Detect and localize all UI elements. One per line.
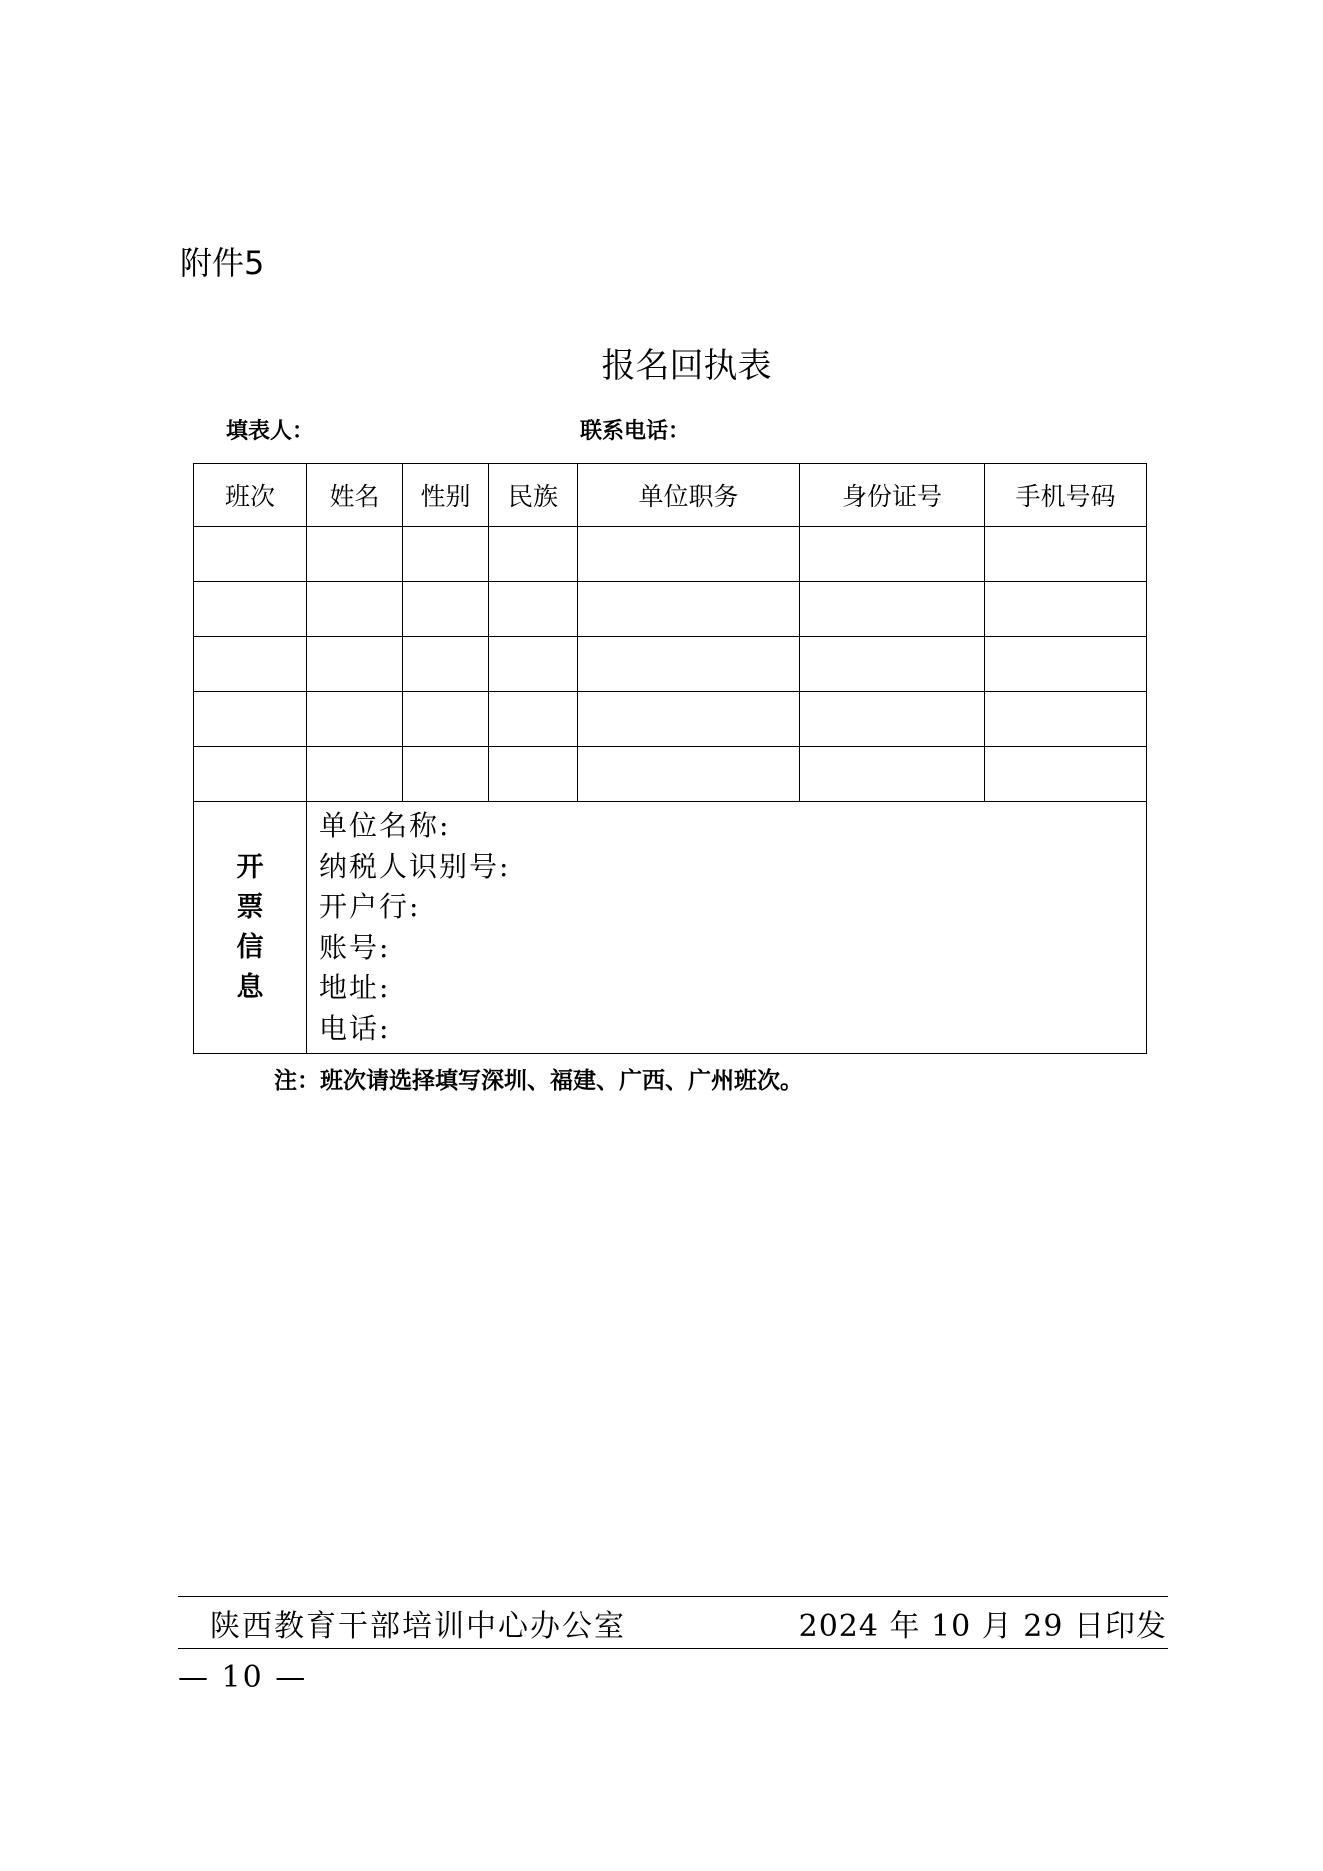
cell-id-number[interactable]: [800, 582, 985, 637]
invoice-taxpayer-id: 纳税人识别号:: [319, 849, 511, 883]
invoice-account: 账号:: [319, 930, 391, 964]
table-row: [194, 527, 1147, 582]
cell-mobile[interactable]: [985, 692, 1147, 747]
cell-class[interactable]: [194, 582, 307, 637]
page-number: — 10 —: [178, 1660, 308, 1695]
header-name: 姓名: [307, 464, 403, 527]
cell-mobile[interactable]: [985, 527, 1147, 582]
cell-name[interactable]: [307, 582, 403, 637]
cell-ethnicity[interactable]: [489, 747, 578, 802]
cell-mobile[interactable]: [985, 582, 1147, 637]
cell-class[interactable]: [194, 747, 307, 802]
invoice-bank: 开户行:: [319, 890, 421, 923]
invoice-label-char: 息: [236, 971, 264, 1003]
cell-class[interactable]: [194, 527, 307, 582]
table-row: [194, 692, 1147, 747]
header-class: 班次: [194, 464, 307, 527]
invoice-label-char: 开: [236, 851, 264, 883]
page-title: 报名回执表: [601, 346, 772, 386]
invoice-row: [194, 802, 1147, 1054]
cell-id-number[interactable]: [800, 527, 985, 582]
cell-class[interactable]: [194, 637, 307, 692]
cell-position[interactable]: [578, 527, 800, 582]
table-row: [194, 747, 1147, 802]
cell-position[interactable]: [578, 637, 800, 692]
registration-table: [193, 463, 1147, 1054]
invoice-label: [194, 802, 307, 1054]
header-gender: 性别: [403, 464, 489, 527]
cell-name[interactable]: [307, 692, 403, 747]
cell-position[interactable]: [578, 582, 800, 637]
cell-mobile[interactable]: [985, 747, 1147, 802]
header-ethnicity: 民族: [489, 464, 578, 527]
cell-id-number[interactable]: [800, 747, 985, 802]
cell-position[interactable]: [578, 747, 800, 802]
invoice-address: 地址:: [319, 971, 391, 1004]
cell-gender[interactable]: [403, 582, 489, 637]
footer-rule-bottom: [178, 1648, 1168, 1649]
cell-name[interactable]: [307, 747, 403, 802]
cell-class[interactable]: [194, 692, 307, 747]
cell-position[interactable]: [578, 692, 800, 747]
cell-gender[interactable]: [403, 637, 489, 692]
invoice-label-char: 票: [236, 891, 264, 923]
cell-id-number[interactable]: [800, 637, 985, 692]
cell-name[interactable]: [307, 637, 403, 692]
invoice-fields[interactable]: [307, 802, 1147, 1054]
phone-label: 联系电话：: [580, 419, 691, 444]
header-row: [194, 464, 1147, 527]
invoice-phone: 电话:: [319, 1011, 391, 1045]
cell-ethnicity[interactable]: [489, 637, 578, 692]
header-id-number: 身份证号: [800, 464, 985, 527]
filler-label: 填表人：: [226, 419, 315, 444]
cell-ethnicity[interactable]: [489, 692, 578, 747]
header-mobile: 手机号码: [985, 464, 1147, 527]
footer-rule-top: [178, 1596, 1168, 1597]
issue-date: 2024 年 10 月 29 日印发: [798, 1609, 1167, 1644]
cell-mobile[interactable]: [985, 637, 1147, 692]
issuing-office: 陕西教育干部培训中心办公室: [210, 1609, 626, 1644]
cell-gender[interactable]: [403, 692, 489, 747]
cell-ethnicity[interactable]: [489, 527, 578, 582]
header-position: 单位职务: [578, 464, 800, 527]
table-row: [194, 582, 1147, 637]
invoice-company-name: 单位名称:: [319, 809, 451, 842]
table-note: 注：班次请选择填写深圳、福建、广西、广州班次。: [274, 1068, 803, 1094]
invoice-label-char: 信: [236, 931, 264, 963]
cell-gender[interactable]: [403, 747, 489, 802]
cell-gender[interactable]: [403, 527, 489, 582]
cell-name[interactable]: [307, 527, 403, 582]
attachment-label: 附件5: [180, 244, 265, 282]
cell-ethnicity[interactable]: [489, 582, 578, 637]
cell-id-number[interactable]: [800, 692, 985, 747]
table-row: [194, 637, 1147, 692]
